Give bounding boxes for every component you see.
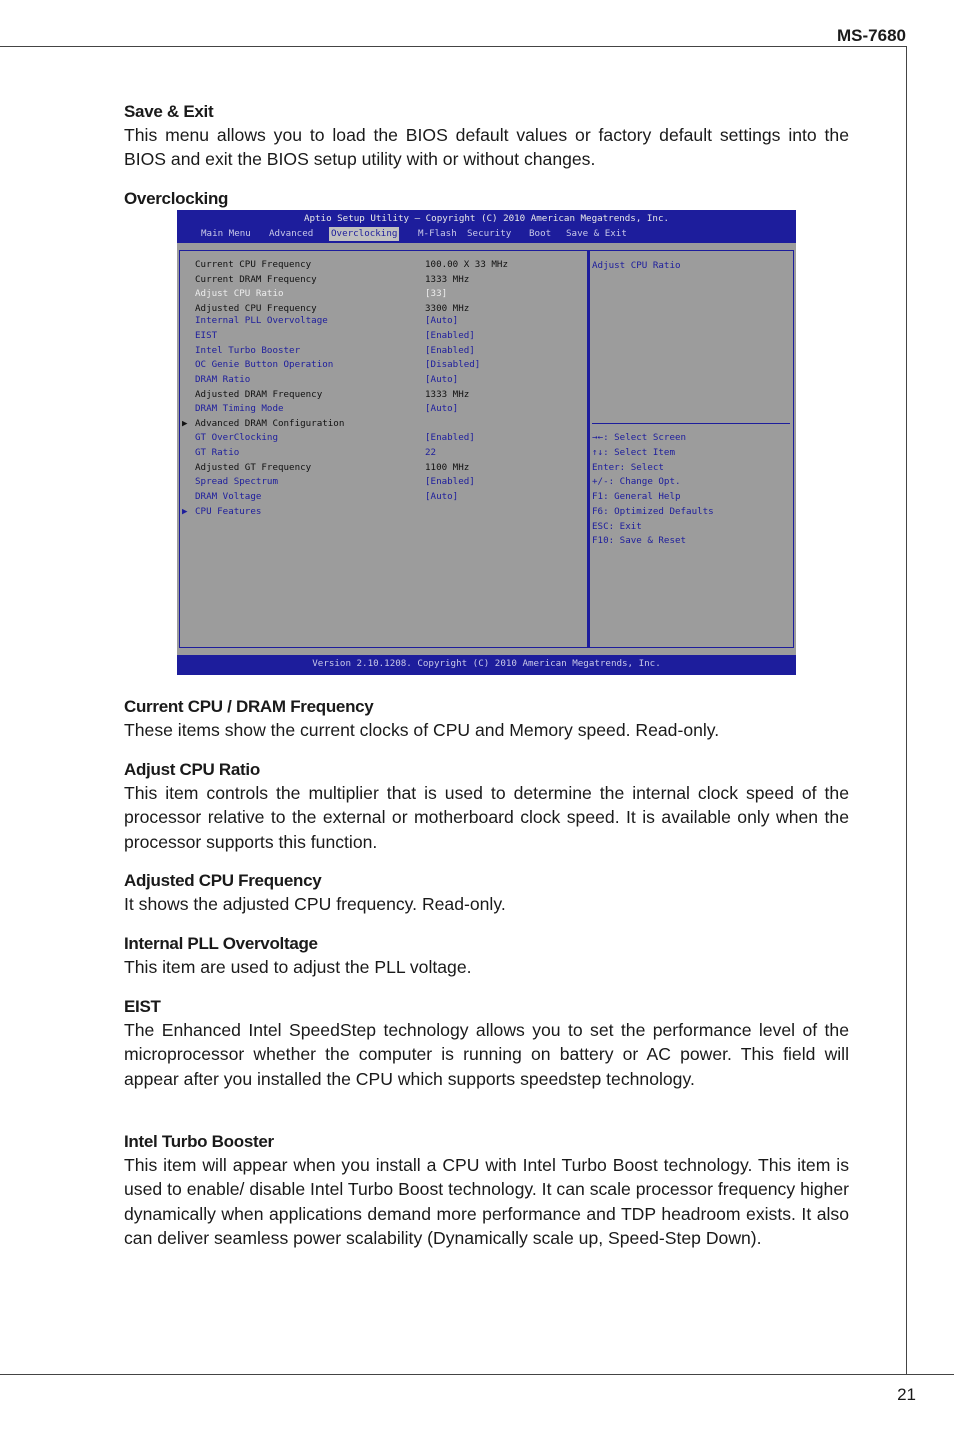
section-title: EIST [124, 997, 161, 1016]
bios-row-value: [Auto] [425, 374, 459, 385]
bios-footer-bar [177, 655, 796, 675]
bios-key-exit: ESC: Exit [592, 521, 642, 532]
bios-row-label: Adjust CPU Ratio [195, 288, 284, 299]
bios-tab-overclocking[interactable]: Overclocking [331, 228, 398, 239]
bios-row-value: [Enabled] [425, 476, 475, 487]
bios-tab-save-exit[interactable]: Save & Exit [566, 228, 627, 239]
bios-key-change-opt: +/-: Change Opt. [592, 476, 681, 487]
section-intel-turbo-booster [124, 1131, 849, 1250]
bios-row-value: 1333 MHz [425, 389, 470, 400]
bios-row-current-dram-frequency [177, 274, 586, 286]
bios-tab-bar [177, 227, 796, 243]
section-body: These items show the current clocks of CPU and Memory speed. Read-only. [124, 720, 720, 740]
bios-row-gt-overclocking[interactable] [177, 432, 586, 444]
bios-row-value: 1100 MHz [425, 462, 470, 473]
bios-row-label: Adjusted CPU Frequency [195, 303, 317, 314]
bios-row-value: [33] [425, 288, 448, 299]
bios-row-label: Adjusted DRAM Frequency [195, 389, 323, 400]
bios-row-label: Current DRAM Frequency [195, 274, 317, 285]
submenu-arrow-icon: ▶ [182, 418, 188, 429]
bios-row-label: Internal PLL Overvoltage [195, 315, 328, 326]
bios-row-label: GT OverClocking [195, 432, 278, 443]
bios-row-value: 3300 MHz [425, 303, 470, 314]
section-title: Adjusted CPU Frequency [124, 871, 322, 890]
bios-row-label: DRAM Voltage [195, 491, 262, 502]
section-internal-pll-overvoltage [124, 933, 849, 979]
section-body: It shows the adjusted CPU frequency. Read-only. [124, 894, 506, 914]
bios-screenshot [177, 210, 796, 675]
bios-row-label: DRAM Ratio [195, 374, 251, 385]
bios-tab-security[interactable]: Security [467, 228, 512, 239]
bios-row-label: CPU Features [195, 506, 262, 517]
section-body: This item are used to adjust the PLL voltage. [124, 957, 472, 977]
section-body: This menu allows you to load the BIOS default values or factory default settings into the BIOS and exit the BIOS setup utility with or without changes. [124, 125, 849, 170]
bios-row-eist[interactable] [177, 330, 586, 342]
submenu-arrow-icon: ▶ [182, 506, 188, 517]
bios-row-value: [Disabled] [425, 359, 481, 370]
bios-tab-m-flash[interactable]: M-Flash [418, 228, 457, 239]
bios-tab-advanced[interactable]: Advanced [269, 228, 314, 239]
section-overclocking [124, 188, 849, 210]
bios-help-separator [592, 423, 790, 424]
bios-row-gt-ratio[interactable] [177, 447, 586, 459]
bios-key-select-screen: →←: Select Screen [592, 432, 687, 443]
section-title: Intel Turbo Booster [124, 1132, 274, 1151]
page-number: 21 [897, 1385, 916, 1404]
section-save-exit [124, 101, 849, 172]
bios-row-value: [Auto] [425, 491, 459, 502]
bios-key-optimized-defaults: F6: Optimized Defaults [592, 506, 714, 517]
bios-title-bar [177, 210, 796, 243]
bios-row-adjusted-cpu-frequency [177, 303, 586, 315]
right-rule [906, 46, 907, 1375]
section-title: Internal PLL Overvoltage [124, 934, 318, 953]
bios-row-oc-genie-button-operation[interactable] [177, 359, 586, 371]
bios-row-value: [Auto] [425, 403, 459, 414]
bios-row-value: 100.00 X 33 MHz [425, 259, 508, 270]
section-title: Adjust CPU Ratio [124, 760, 260, 779]
bios-row-value: 22 [425, 447, 437, 458]
bios-row-adjusted-dram-frequency [177, 389, 586, 401]
bios-row-dram-ratio[interactable] [177, 374, 586, 386]
bios-title: Aptio Setup Utility – Copyright (C) 2010 American Megatrends, Inc. [303, 213, 670, 224]
bios-key-general-help: F1: General Help [592, 491, 681, 502]
bios-tab-boot[interactable]: Boot [529, 228, 552, 239]
bios-key-select-item: ↑↓: Select Item [592, 447, 675, 458]
bios-row-value: [Enabled] [425, 345, 475, 356]
section-title: Save & Exit [124, 102, 214, 121]
header-model: MS-7680 [837, 26, 906, 45]
bios-row-label: GT Ratio [195, 447, 240, 458]
bios-row-value: [Enabled] [425, 432, 475, 443]
bios-row-label: OC Genie Button Operation [195, 359, 334, 370]
bios-row-current-cpu-frequency [177, 259, 586, 271]
bios-row-advanced-dram-configuration[interactable] [177, 418, 586, 430]
bios-row-internal-pll-overvoltage[interactable] [177, 315, 586, 327]
bios-row-cpu-features[interactable] [177, 506, 586, 518]
bios-tab-main-menu[interactable]: Main Menu [201, 228, 251, 239]
bios-row-adjust-cpu-ratio[interactable] [177, 288, 586, 300]
bios-footer: Version 2.10.1208. Copyright (C) 2010 American Megatrends, Inc. [312, 658, 661, 669]
bios-key-enter: Enter: Select [592, 462, 664, 473]
section-title: Current CPU / DRAM Frequency [124, 697, 374, 716]
bios-row-value: [Auto] [425, 315, 459, 326]
section-title: Overclocking [124, 189, 229, 208]
section-adjust-cpu-ratio [124, 759, 849, 854]
section-body: The Enhanced Intel SpeedStep technology allows you to set the performance level of the microprocessor whether the computer is running on battery or AC power. This field will appear after you installed the CPU which supports speedstep technology. [124, 1020, 849, 1089]
bios-row-dram-voltage[interactable] [177, 491, 586, 503]
bios-row-value: 1333 MHz [425, 274, 470, 285]
section-adjusted-cpu-frequency [124, 870, 849, 916]
bios-row-label: EIST [195, 330, 218, 341]
bios-row-adjusted-gt-frequency [177, 462, 586, 474]
bios-row-dram-timing-mode[interactable] [177, 403, 586, 415]
bios-row-spread-spectrum[interactable] [177, 476, 586, 488]
bios-row-value: [Enabled] [425, 330, 475, 341]
bios-row-label: Spread Spectrum [195, 476, 278, 487]
top-rule [0, 46, 907, 47]
section-body: This item will appear when you install a CPU with Intel Turbo Boost technology. This item is used to enable/ disable Intel Turbo Boost technology. It can scale processor frequency higher dynamically when applications demand more performance and TDP headroom exists. It also can deliver seamless power scalability (Dynamically scale up, Speed-Step Down). [124, 1155, 849, 1248]
bios-row-label: Intel Turbo Booster [195, 345, 301, 356]
section-cpu-dram-frequency [124, 696, 849, 742]
bios-row-label: Current CPU Frequency [195, 259, 312, 270]
bios-row-intel-turbo-booster[interactable] [177, 345, 586, 357]
bios-row-label: Adjusted GT Frequency [195, 462, 312, 473]
bios-row-label: DRAM Timing Mode [195, 403, 284, 414]
bottom-rule [0, 1374, 954, 1375]
bios-key-save-reset: F10: Save & Reset [592, 535, 687, 546]
section-eist [124, 996, 849, 1091]
section-body: This item controls the multiplier that is used to determine the internal clock speed of the processor relative to the external or motherboard clock speed. It is available only when the processor supports this function. [124, 783, 849, 852]
bios-row-label: Advanced DRAM Configuration [195, 418, 345, 429]
bios-help-text: Adjust CPU Ratio [592, 260, 681, 271]
